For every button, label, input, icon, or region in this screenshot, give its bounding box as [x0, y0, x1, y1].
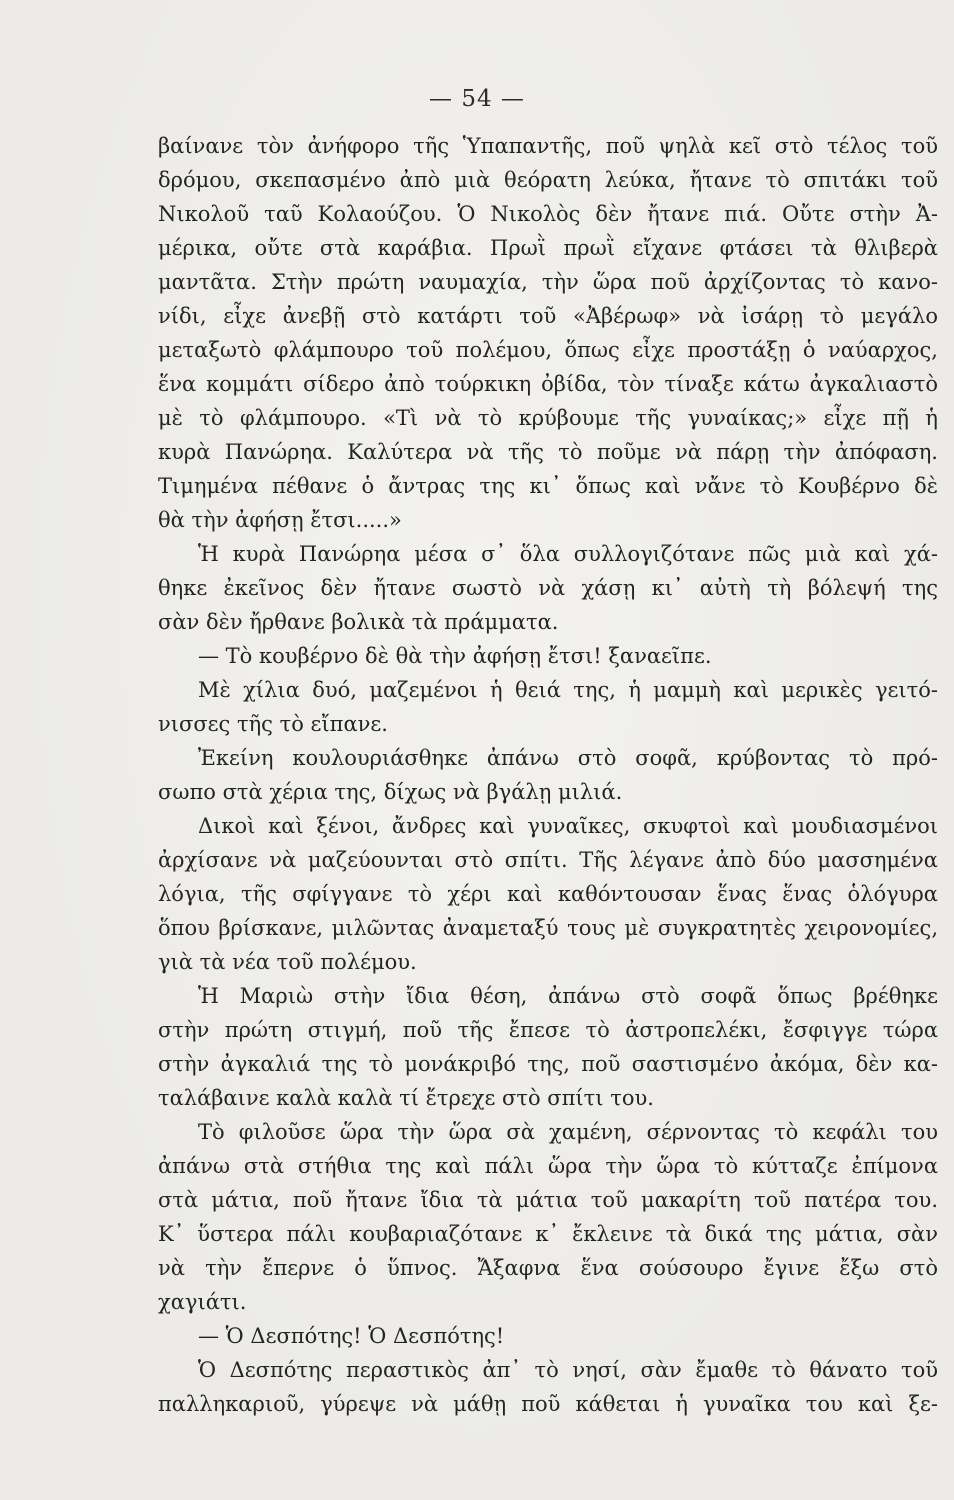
text-line: — Τὸ κουβέρνο δὲ θὰ τὴν ἀφήσῃ ἔτσι! ξαναεῖπε. — [198, 644, 712, 668]
text-line: ὅπου βρίσκανε, μιλῶντας ἀναμεταξύ τους μὲ συγκρατητὲς χειρονομίες, — [158, 916, 938, 940]
text-line: μεταξωτὸ φλάμπουρο τοῦ πολέμου, ὅπως εἶχε προστάξῃ ὁ ναύαρχος, — [158, 338, 938, 362]
text-line: ταλάβαινε καλὰ καλὰ τί ἔτρεχε στὸ σπίτι του. — [158, 1086, 654, 1110]
text-line: βαίνανε τὸν ἀνήφορο τῆς Ὑπαπαντῆς, ποῦ ψηλὰ κεῖ στὸ τέλος τοῦ — [158, 134, 938, 158]
text-line: δρόμου, σκεπασμένο ἀπὸ μιὰ θεόρατη λεύκα, ἤτανε τὸ σπιτάκι τοῦ — [158, 168, 938, 192]
text-line: — Ὁ Δεσπότης! Ὁ Δεσπότης! — [198, 1324, 505, 1348]
text-line: ἀπάνω στὰ στήθια της καὶ πάλι ὥρα τὴν ὥρα τὸ κύτταζε ἐπίμονα — [158, 1154, 938, 1178]
text-line: ἀρχίσανε νὰ μαζεύουνται στὸ σπίτι. Τῆς λέγανε ἀπὸ δύο μασσημένα — [158, 848, 938, 872]
text-line: μὲ τὸ φλάμπουρο. «Τὶ νὰ τὸ κρύβουμε τῆς γυναίκας;» εἶχε πῇ ἡ — [158, 406, 938, 430]
text-line: στὰ μάτια, ποῦ ἤτανε ἴδια τὰ μάτια τοῦ μακαρίτη τοῦ πατέρα του. — [158, 1188, 938, 1212]
text-line: Ἐκείνη κουλουριάσθηκε ἀπάνω στὸ σοφᾶ, κρύβοντας τὸ πρό- — [198, 746, 938, 770]
text-line: Ἡ Μαριὼ στὴν ἴδια θέση, ἀπάνω στὸ σοφᾶ ὅπως βρέθηκε — [198, 984, 938, 1008]
text-line: νίδι, εἶχε ἀνεβῇ στὸ κατάρτι τοῦ «Ἀβέρωφ» νὰ ἰσάρῃ τὸ μεγάλο — [158, 304, 938, 328]
text-line: Δικοὶ καὶ ξένοι, ἄνδρες καὶ γυναῖκες, σκυφτοὶ καὶ μουδιασμένοι — [198, 814, 938, 838]
text-line: στὴν ἀγκαλιά της τὸ μονάκριβό της, ποῦ σαστισμένο ἀκόμα, δὲν κα- — [158, 1052, 938, 1076]
text-line: παλληκαριοῦ, γύρεψε νὰ μάθῃ ποῦ κάθεται ἡ γυναῖκα του καὶ ξε- — [158, 1392, 938, 1416]
text-line: ἕνα κομμάτι σίδερο ἀπὸ τούρκικη ὀβίδα, τὸν τίναξε κάτω ἀγκαλιαστὸ — [158, 372, 938, 396]
text-line: Ὁ Δεσπότης περαστικὸς ἀπ᾿ τὸ νησί, σὰν ἔμαθε τὸ θάνατο τοῦ — [198, 1358, 938, 1382]
text-line: νισσες τῆς τὸ εἴπανε. — [158, 712, 388, 736]
text-line: σωπο στὰ χέρια της, δίχως νὰ βγάλῃ μιλιά. — [158, 780, 623, 804]
text-line: Νικολοῦ ταῦ Κολαούζου. Ὁ Νικολὸς δὲν ἤτανε πιά. Οὔτε στὴν Ἀ- — [158, 202, 938, 226]
text-line: μαντᾶτα. Στὴν πρώτη ναυμαχία, τὴν ὥρα ποῦ ἀρχίζοντας τὸ κανο- — [158, 270, 938, 294]
text-line: γιὰ τὰ νέα τοῦ πολέμου. — [158, 950, 417, 974]
text-line: Τιμημένα πέθανε ὁ ἄντρας της κι᾿ ὅπως καὶ νἄνε τὸ Κουβέρνο δὲ — [158, 474, 938, 498]
text-line: Κ᾿ ὕστερα πάλι κουβαριαζότανε κ᾿ ἔκλεινε τὰ δικά της μάτια, σὰν — [158, 1222, 938, 1246]
text-line: σὰν δὲν ἤρθανε βολικὰ τὰ πράμματα. — [158, 610, 559, 634]
text-line: Τὸ φιλοῦσε ὥρα τὴν ὥρα σὰ χαμένη, σέρνοντας τὸ κεφάλι του — [198, 1120, 938, 1144]
text-line: νὰ τὴν ἔπερνε ὁ ὕπνος. Ἄξαφνα ἕνα σούσουρο ἔγινε ἔξω στὸ — [158, 1256, 938, 1280]
text-line: κυρὰ Πανώρηα. Καλύτερα νὰ τῆς τὸ ποῦμε νὰ πάρῃ τὴν ἀπόφαση. — [158, 440, 938, 464]
text-line: στὴν πρώτη στιγμή, ποῦ τῆς ἔπεσε τὸ ἀστροπελέκι, ἔσφιγγε τώρα — [158, 1018, 938, 1042]
text-line: λόγια, τῆς σφίγγανε τὸ χέρι καὶ καθόντουσαν ἕνας ἕνας ὁλόγυρα — [158, 882, 938, 906]
page-number: — 54 — — [429, 86, 525, 112]
text-line: χαγιάτι. — [158, 1290, 247, 1314]
text-line: θηκε ἐκεῖνος δὲν ἤτανε σωστὸ νὰ χάσῃ κι᾿ αὐτὴ τὴ βόλεψή της — [158, 576, 938, 600]
text-line: θὰ τὴν ἀφήσῃ ἔτσι.....» — [158, 508, 402, 532]
text-line: Ἡ κυρὰ Πανώρηα μέσα σ᾿ ὅλα συλλογιζότανε πῶς μιὰ καὶ χά- — [198, 542, 938, 566]
text-line: Μὲ χίλια δυό, μαζεμένοι ἡ θειά της, ἡ μαμμὴ καὶ μερικὲς γειτό- — [198, 678, 938, 702]
text-line: μέρικα, οὔτε στὰ καράβια. Πρωῒ πρωῒ εἴχανε φτάσει τὰ θλιβερὰ — [158, 236, 938, 260]
